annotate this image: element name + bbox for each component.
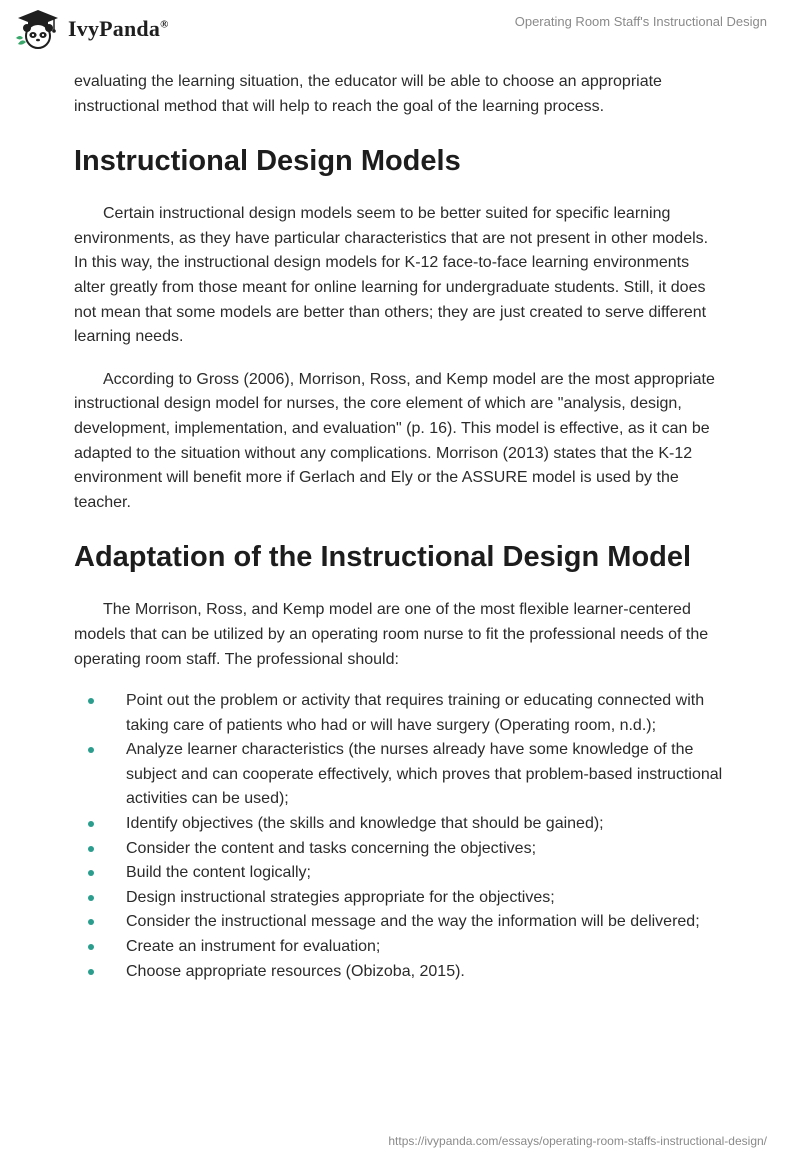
list-item: Create an instrument for evaluation; bbox=[74, 935, 724, 960]
panda-logo-icon bbox=[14, 8, 62, 50]
bullet-icon bbox=[88, 698, 94, 704]
paragraph: The Morrison, Ross, and Kemp model are one of the most flexible learner-centered models that can be utilized by an operating room nurse to fit the professional needs of the operating room staff. The professional should: bbox=[74, 601, 709, 668]
bullet-icon bbox=[88, 944, 94, 950]
list-item: Build the content logically; bbox=[74, 861, 724, 886]
bullet-icon bbox=[88, 870, 94, 876]
bullet-icon bbox=[88, 919, 94, 925]
intro-paragraph: evaluating the learning situation, the educator will be able to choose an appropriate instructional method that will help to reach the goal of the learning process. bbox=[74, 73, 662, 115]
list-item: Analyze learner characteristics (the nurses already have some knowledge of the subject and can cooperate effectively, which proves that problem-based instructional activities can be used); bbox=[74, 738, 724, 812]
page-header bbox=[0, 0, 800, 60]
list-item: Design instructional strategies appropriate for the objectives; bbox=[74, 886, 724, 911]
list-item: Point out the problem or activity that requires training or educating connected with taking care of patients who had or will have surgery (Operating room, n.d.); bbox=[74, 689, 724, 738]
bullet-icon bbox=[88, 747, 94, 753]
paragraph: Certain instructional design models seem to be better suited for specific learning environments, as they have particular characteristics that are not present in other models. In this way, the instructional design models for K-12 face-to-face learning environments alter greatly from those meant for online learning for undergraduate students. Still, it does not mean that some models are better than others; they are just created to serve different learning needs. bbox=[74, 205, 709, 346]
list-item: Consider the instructional message and the way the information will be delivered; bbox=[74, 910, 724, 935]
bullet-icon bbox=[88, 821, 94, 827]
article-body bbox=[74, 70, 724, 984]
list-item: Identify objectives (the skills and knowledge that should be gained); bbox=[74, 812, 724, 837]
site-logo[interactable] bbox=[14, 8, 169, 50]
list-item: Choose appropriate resources (Obizoba, 2015). bbox=[74, 960, 724, 985]
steps-list bbox=[74, 689, 724, 984]
section-heading: Instructional Design Models bbox=[74, 145, 461, 178]
paragraph: According to Gross (2006), Morrison, Ross, and Kemp model are the most appropriate instructional design model for nurses, the core element of which are "analysis, design, development, implementation, and evaluation" (p. 16). This model is effective, as it can be adapted to the situation without any complications. Morrison (2013) states that the K-12 environment will benefit more if Gerlach and Ely or the ASSURE model is used by the teacher. bbox=[74, 370, 715, 511]
section-heading: Adaptation of the Instructional Design Model bbox=[74, 541, 692, 574]
logo-text: IvyPanda® bbox=[68, 16, 169, 41]
bullet-icon bbox=[88, 846, 94, 852]
source-url[interactable]: https://ivypanda.com/essays/operating-room-staffs-instructional-design/ bbox=[388, 1134, 767, 1148]
bullet-icon bbox=[88, 895, 94, 901]
bullet-icon bbox=[88, 969, 94, 975]
document-title: Operating Room Staff's Instructional Design bbox=[514, 14, 767, 29]
list-item: Consider the content and tasks concerning the objectives; bbox=[74, 837, 724, 862]
